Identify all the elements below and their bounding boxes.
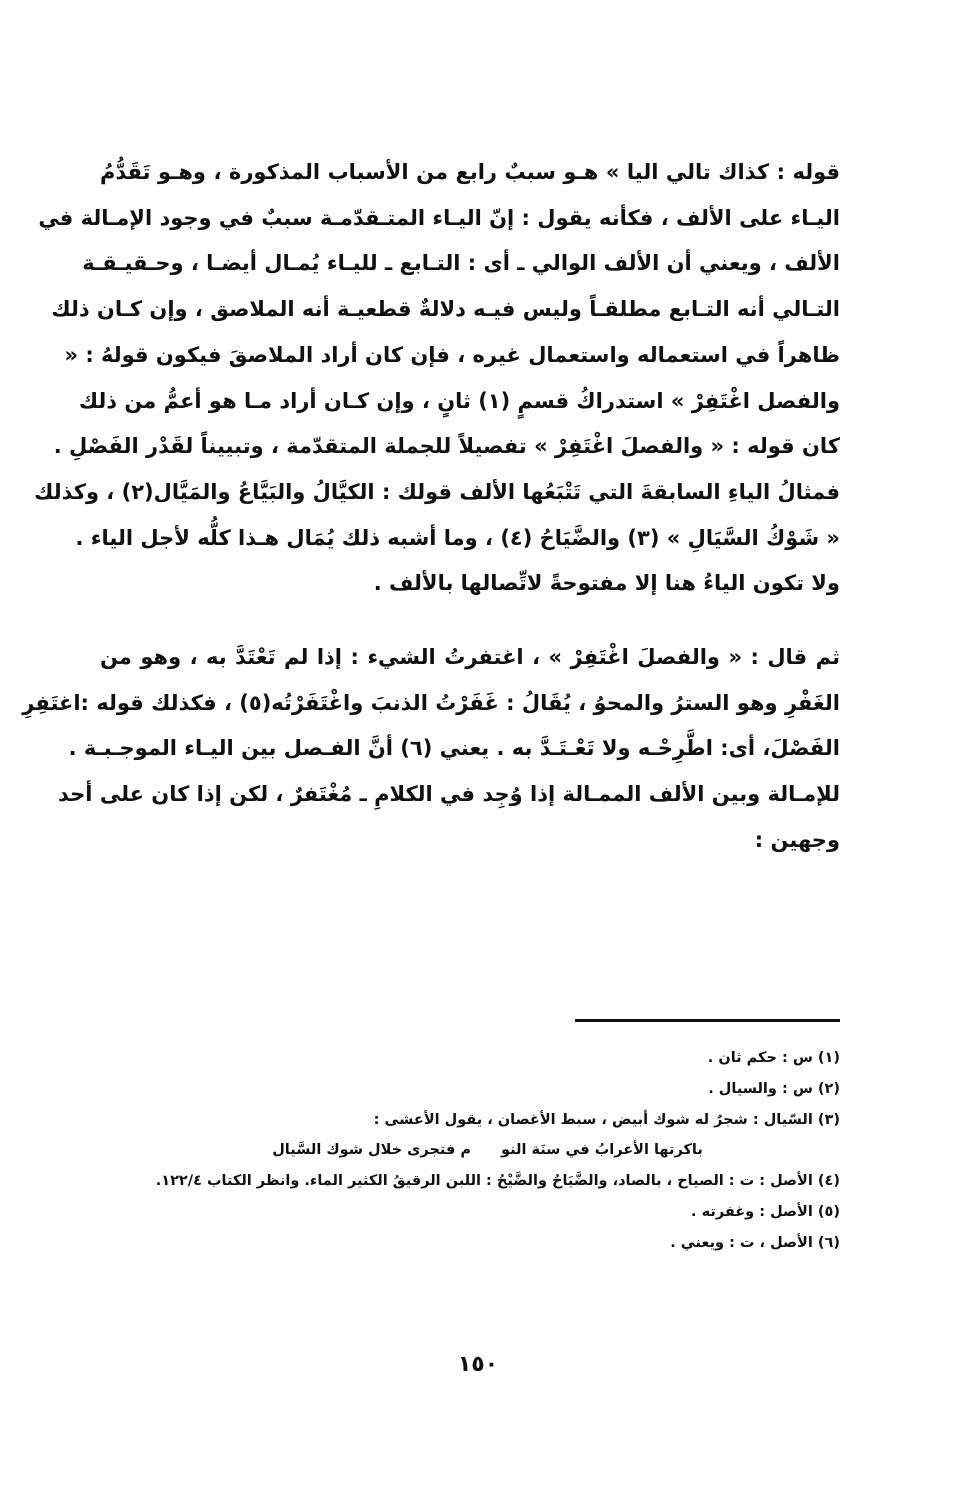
text-line: قوله : كذاك تالي اليا » هـو سببٌ رابع من الأسباب المذكورة ، وهـو تَقَدُّمُ <box>100 160 840 184</box>
page-number: ١٥٠ <box>457 1352 499 1377</box>
text-line: الفَصْلَ، أى: اطَّرِحْـه ولا تَعْـتَـدَّ به . يعني (٦) أنَّ الفـصل بين اليـاء الموجـبـة . <box>68 736 840 761</box>
text-line: للإمـالة وبين الألف الممـالة إذا وُجِد في الكلامِ ـ مُغْتَفرٌ ، لكن إذا كان على أحد <box>58 782 840 807</box>
text-line: فمثالُ الياءِ السابقةَ التي تَتْبَعُها الألف قولك : الكيَّالُ والبَيَّاعُ والمَيَّال(٢) ، وكذلك <box>34 479 840 504</box>
footnote-3: (٣) السّيال : شجرٌ له شوك أبيض ، سبط الأغصان ، يقول الأعشى : <box>373 1111 840 1128</box>
verse-first-half: باكرتها الأعرابُ في سنَة النو <box>501 1142 703 1159</box>
footnote-5: (٥) الأصل : وغفرته . <box>691 1203 840 1220</box>
footnote-separator <box>575 1019 840 1022</box>
footnote-4: (٤) الأصل : ت : الصياح ، بالصاد، والضَّيَاحُ والضَّيْحُ : اللبن الرقيقُ الكثير الماء. وانظر الكتاب ١٢٢/٤. <box>155 1173 840 1190</box>
paragraph-2 <box>22 635 840 864</box>
main-text <box>22 150 840 864</box>
text-line: ولا تكون الياءُ هنا إلا مفتوحةً لاتِّصالها بالألف . <box>373 571 840 596</box>
text-line: ثم قال : « والفصلَ اغْتَفِرْ » ، اغتفرتُ الشيء : إذا لم تَعْتَدَّ به ، وهو من <box>100 645 840 670</box>
paragraph-1 <box>34 150 840 607</box>
footnote-6: (٦) الأصل ، ت : ويعني . <box>670 1234 840 1251</box>
text-line: التـالي أنه التـابع مطلقـاً وليس فيـه دلالةٌ قطعيـة أنه الملاصق ، وإن كـان ذلك <box>51 297 840 322</box>
text-line: وجهين : <box>754 827 840 852</box>
poetry-verse <box>95 1135 840 1166</box>
text-line: الغَفْرِ وهو السترُ والمحوُ ، يُقَالُ : غَفَرْتُ الذنبَ واغْتَفَرْتُه(٥) ، فكذلك قوله :اغتَفِرِ <box>22 690 840 715</box>
text-line: الألف ، ويعني أن الألف الوالي ـ أى : التـابع ـ لليـاء يُمـال أيضـا ، وحـقيـقـة <box>82 251 840 276</box>
text-line: اليـاء على الألف ، فكأنه يقول : إنّ اليـاء المتـقدّمـة سببٌ في وجود الإمـالة في <box>38 205 840 230</box>
footnotes <box>95 1043 840 1259</box>
verse-second-half: م فتجرى خلال شوك السَّيال <box>272 1142 471 1159</box>
text-line: ظاهراً في استعماله واستعمال غيره ، فإن كان أراد الملاصقَ فيكون قولهُ : « <box>64 342 840 367</box>
text-line: والفصل اغْتَفِرْ » استدراكُ قسمٍ (١) ثانٍ ، وإن كـان أراد مـا هو أعمُّ من ذلك <box>78 388 840 413</box>
footnote-2: (٢) س : والسيال . <box>708 1080 840 1097</box>
text-line: « شَوْكُ السَّيَالِ » (٣) والضَّيَاحُ (٤) ، وما أشبه ذلك يُمَال هـذا كلُّه لأجل الياء . <box>75 525 840 550</box>
footnote-1: (١) س : حكم ثان . <box>707 1050 840 1066</box>
text-line: كان قوله : « والفصلَ اغْتَفِرْ » تفصيلاً للجملة المتقدّمة ، وتبييناً لقَدْر الفَصْلِ . <box>53 434 840 459</box>
